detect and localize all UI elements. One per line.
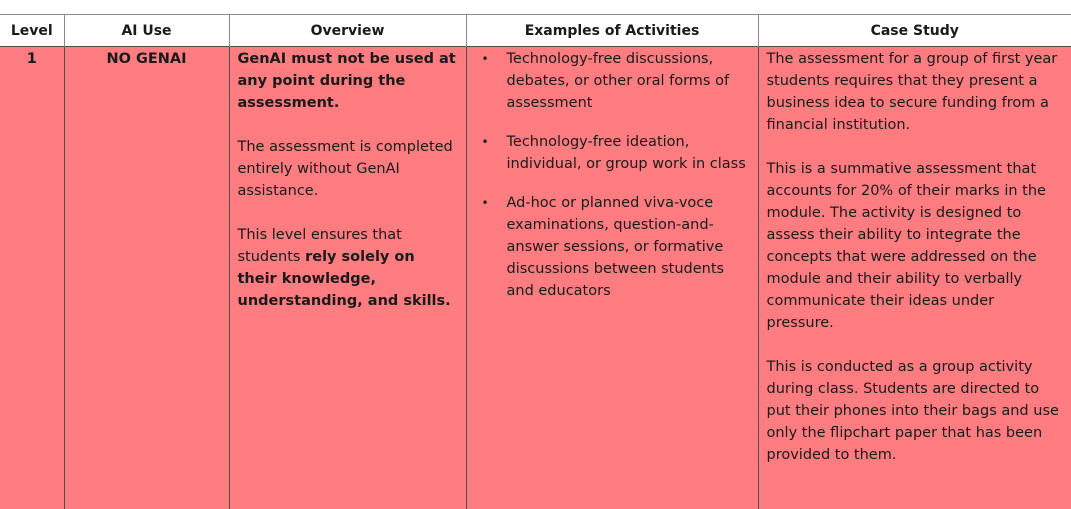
overview-paragraph-1: GenAI must not be used at any point during the assessment. [238, 48, 459, 114]
header-level: Level [0, 15, 64, 47]
overview-paragraph-3 [238, 224, 459, 312]
list-item: • Ad-hoc or planned viva-voce examinations, question-and-answer sessions, or formative discussions between students and educators [507, 192, 752, 302]
overview-paragraph-3-prefix: This level ensures that students [238, 227, 402, 265]
overview-cell [229, 47, 466, 509]
overview-paragraph-3-bold: rely solely on their knowledge, understanding, and skills. [238, 249, 451, 309]
ai-assessment-scale-table-wrapper [0, 14, 1071, 508]
case-study-paragraph-1: The assessment for a group of first year students requires that they present a business idea to secure funding from a financial institution. [767, 48, 1065, 136]
table-row-level-1 [0, 47, 1071, 509]
ai-use-cell [64, 47, 229, 509]
case-study-paragraph-2: This is a summative assessment that accounts for 20% of their marks in the module. The activity is designed to assess their ability to integrate the concepts that were addressed on the module and their ability to verbally communicate their ideas under pressure. [767, 158, 1065, 334]
overview-paragraph-2: The assessment is completed entirely without GenAI assistance. [238, 136, 459, 202]
examples-list [467, 48, 758, 302]
list-item: • Technology-free ideation, individual, or group work in class [507, 131, 752, 175]
ai-assessment-scale-table [0, 14, 1071, 509]
level-cell [0, 47, 64, 509]
header-case-study: Case Study [758, 15, 1071, 47]
header-ai-use: AI Use [64, 15, 229, 47]
examples-cell [466, 47, 758, 509]
list-item: • Technology-free discussions, debates, or other oral forms of assessment [507, 48, 752, 114]
header-overview: Overview [229, 15, 466, 47]
header-examples: Examples of Activities [466, 15, 758, 47]
header-row [0, 15, 1071, 47]
level-value: 1 [0, 48, 64, 70]
ai-use-value: NO GENAI [65, 48, 229, 70]
case-study-cell [758, 47, 1071, 509]
case-study-paragraph-3: This is conducted as a group activity during class. Students are directed to put their phones into their bags and use only the flipchart paper that has been provided to them. [767, 356, 1065, 466]
